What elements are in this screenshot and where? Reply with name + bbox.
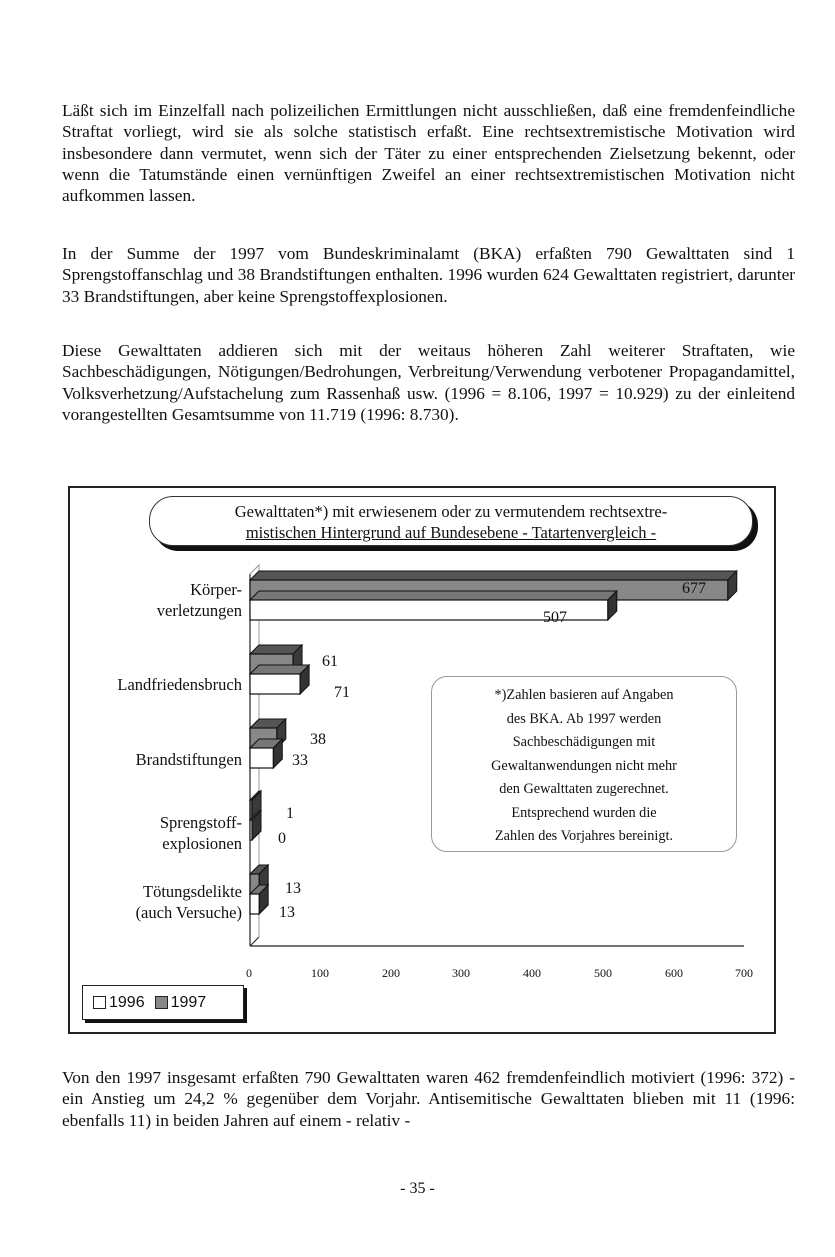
bar-koerperverletzungen-1997-top bbox=[250, 571, 737, 580]
bar-brandstiftungen-1996 bbox=[250, 748, 273, 768]
legend-item-1997: 1997 bbox=[155, 994, 207, 1012]
value-label-koerperverletzungen-1996: 507 bbox=[543, 609, 567, 626]
bar-sprengstoff-1997 bbox=[250, 800, 252, 820]
x-tick-label: 100 bbox=[311, 966, 329, 980]
paragraph-2: In der Summe der 1997 vom Bundeskriminalamt (BKA) erfaßten 790 Gewalttaten sind 1 Sprengstoffanschlag und 38 Brandstiftungen enthalten. 1996 wurden 624 Gewalttaten registriert, darunter 33 Brandstiftungen, aber keine Sprengstoffexplosionen. bbox=[62, 244, 795, 306]
x-tick-label: 0 bbox=[246, 966, 252, 980]
chart-title-line-1: Gewalttaten*) mit erwiesenem oder zu vermutendem rechtsextre- bbox=[234, 502, 668, 521]
category-label-toetungsdelikte: Tötungsdelikte (auch Versuche) bbox=[135, 882, 242, 922]
axis-corner bbox=[250, 937, 259, 946]
legend-item-1996: 1996 bbox=[93, 994, 145, 1012]
x-tick-label: 700 bbox=[735, 966, 753, 980]
paragraph-3: Diese Gewalttaten addieren sich mit der weitaus höheren Zahl weiterer Straftaten, wie Sachbeschädigungen, Nötigungen/Bedrohungen, Verbreitung/Verwendung verbotener Propagandamittel, Volksverhetzung/Aufstachelung zum Rassenhaß usw. (1996 = 8.106, 1997 = 10.929) zu der einleitend vorangestellten Gesamtsumme von 11.719 (1996: 8.730). bbox=[62, 341, 795, 424]
bar-toetungsdelikte-1996 bbox=[250, 894, 259, 914]
chart-footnote-box: *)Zahlen basieren auf Angaben des BKA. Ab 1997 werden Sachbeschädigungen mit Gewaltanwendungen nicht mehr den Gewalttaten zugerechnet. Entsprechend wurden die Zahlen des Vorjahres bereinigt. bbox=[431, 676, 737, 852]
value-label-landfriedensbruch-1996: 71 bbox=[334, 684, 350, 701]
value-label-sprengstoff-1997: 1 bbox=[286, 805, 294, 822]
bar-sprengstoff-1996 bbox=[250, 820, 252, 840]
value-label-brandstiftungen-1997: 38 bbox=[310, 731, 326, 748]
bar-landfriedensbruch-1996-top bbox=[250, 665, 309, 674]
x-tick-label: 500 bbox=[594, 966, 612, 980]
x-tick-label: 300 bbox=[452, 966, 470, 980]
bar-koerperverletzungen-1996-top bbox=[250, 591, 617, 600]
legend-swatch-1997 bbox=[155, 996, 168, 1009]
chart-title bbox=[149, 496, 753, 546]
legend-swatch-1996 bbox=[93, 996, 106, 1009]
chart-legend bbox=[82, 985, 244, 1020]
chart-title-line-2: mistischen Hintergrund auf Bundesebene - Tatartenvergleich - bbox=[245, 523, 657, 542]
category-label-brandstiftungen: Brandstiftungen bbox=[135, 750, 242, 769]
x-tick-label: 400 bbox=[523, 966, 541, 980]
chart-figure bbox=[68, 486, 776, 1034]
paragraph-4: Von den 1997 insgesamt erfaßten 790 Gewalttaten waren 462 fremdenfeindlich motiviert (1996: 372) - ein Anstieg um 24,2 % gegenüber dem Vorjahr. Antisemitische Gewalttaten blieben mit 11 (1996: ebenfalls 11) in beiden Jahren auf einem - relativ - bbox=[62, 1068, 795, 1130]
value-label-toetungsdelikte-1996: 13 bbox=[279, 904, 295, 921]
value-label-sprengstoff-1996: 0 bbox=[278, 830, 286, 847]
category-label-sprengstoffexplosionen: Sprengstoff- explosionen bbox=[159, 813, 242, 853]
category-label-koerperverletzungen: Körper- verletzungen bbox=[156, 580, 242, 620]
x-tick-label: 600 bbox=[665, 966, 683, 980]
x-tick-label: 200 bbox=[382, 966, 400, 980]
page-number: - 35 - bbox=[400, 1180, 435, 1197]
value-label-brandstiftungen-1996: 33 bbox=[292, 752, 308, 769]
value-label-toetungsdelikte-1997: 13 bbox=[285, 880, 301, 897]
category-label-landfriedensbruch: Landfriedensbruch bbox=[117, 675, 242, 694]
value-label-landfriedensbruch-1997: 61 bbox=[322, 653, 338, 670]
value-label-koerperverletzungen-1997: 677 bbox=[682, 580, 706, 597]
bar-landfriedensbruch-1996 bbox=[250, 674, 300, 694]
paragraph-1: Läßt sich im Einzelfall nach polizeilichen Ermittlungen nicht ausschließen, daß eine fremdenfeindliche Straftat vorliegt, wird sie als solche statistisch erfaßt. Eine rechtsextremistische Motivation wird insbesondere dann vermutet, wenn sich der Täter zu einer entsprechenden Zielsetzung bekennt, oder wenn die Tatumstände einen vernünftigen Zweifel an einer rechtsextremistischen Motivation nicht aufkommen lassen. bbox=[62, 101, 795, 206]
